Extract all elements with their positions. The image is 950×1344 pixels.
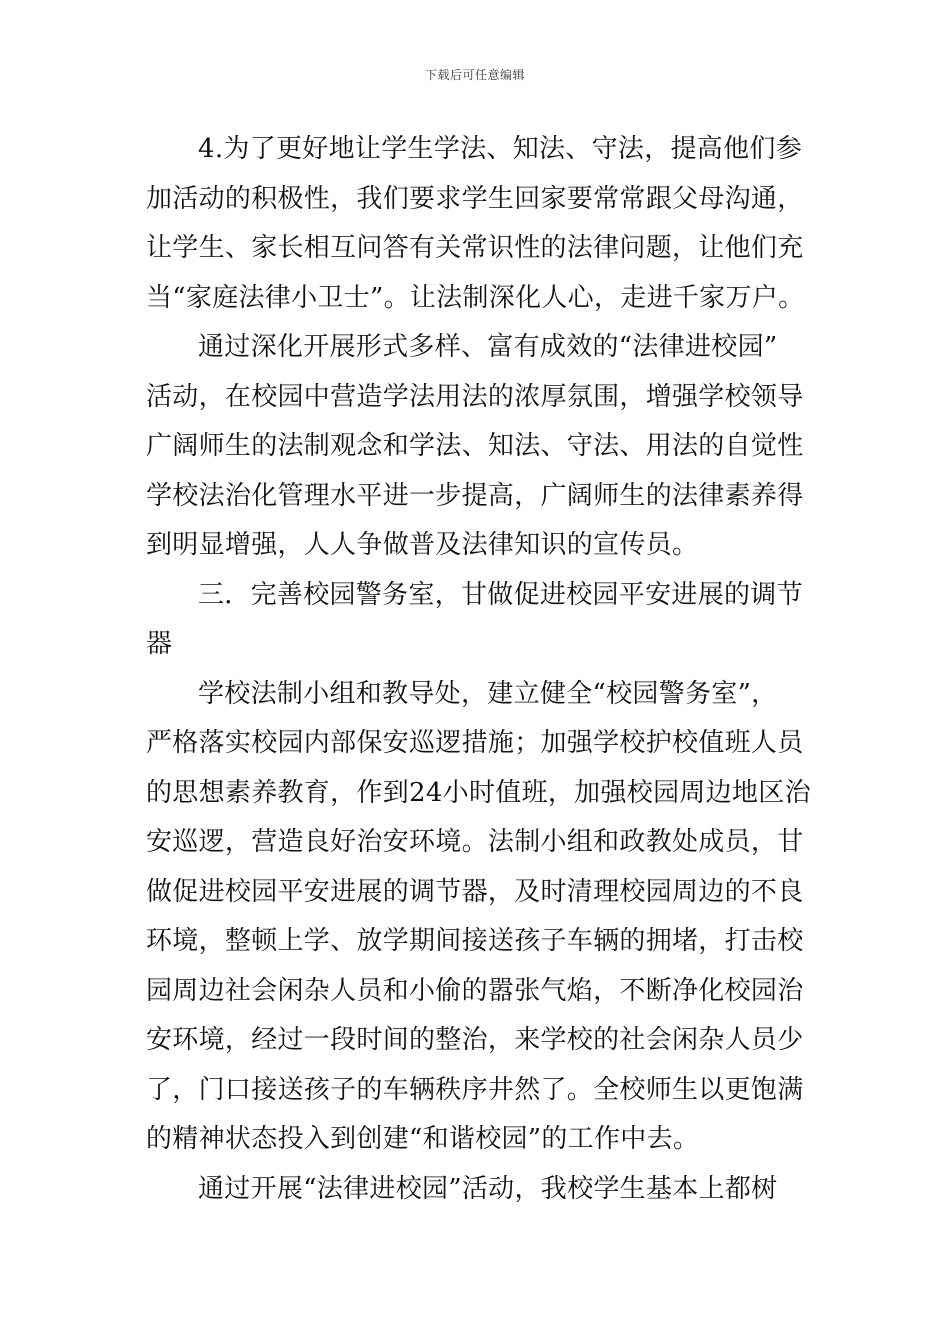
text-line: 学校法治化管理水平进一步提高，广阔师生的法律素养得 [146,480,804,511]
text-line: 当“家庭法律小卫士”。让法制深化人心，走进千家万户。 [146,282,805,313]
section-heading: 三．完善校园警务室，甘做促进校园平安进展的调节 [198,579,803,610]
text-line: 到明显增强，人人争做普及法律知识的宣传员。 [146,530,699,560]
page-header: 下载后可任意编辑 [424,68,525,82]
text-line: 的思想素养教育，作到24小时值班，加强校园周边地区治 [146,777,811,808]
text-line: 安巡逻，营造良好治安环境。法制小组和政教处成员，甘 [146,827,804,857]
text-line: 学校法制小组和教导处，建立健全“校园警务室”， [198,678,778,709]
document-body [146,125,810,1214]
text-line: 园周边社会闲杂人员和小偷的嚣张气焰，不断净化校园治 [146,975,804,1006]
text-line: 广阔师生的法制观念和学法、知法、守法、用法的自觉性 [146,431,804,461]
text-line: 环境，整顿上学、放学期间接送孩子车辆的拥堵，打击校 [146,926,804,956]
text-line: 让学生、家长相互问答有关常识性的法律问题，让他们充 [146,233,804,263]
text-line: 的精神状态投入到创建“和谐校园”的工作中去。 [146,1124,700,1154]
text-line: 安环境，经过一段时间的整治，来学校的社会闲杂人员少 [146,1025,804,1055]
text-line: 活动，在校园中营造学法用法的浓厚氛围，增强学校领导 [146,381,804,412]
text-line: 加活动的积极性，我们要求学生回家要常常跟父母沟通， [146,183,804,214]
text-line: 做促进校园平安进展的调节器，及时清理校园周边的不良 [146,876,804,907]
text-line: 严格落实校园内部保安巡逻措施；加强学校护校值班人员 [146,728,804,758]
text-line: 了，门口接送孩子的车辆秩序井然了。全校师生以更饱满 [146,1074,804,1105]
text-line: 4.为了更好地让学生学法、知法、守法，提高他们参 [198,134,803,164]
section-heading-continued: 器 [146,629,173,659]
text-line: 通过开展“法律进校园”活动，我校学生基本上都树 [198,1173,778,1204]
text-line: 通过深化开展形式多样、富有成效的“法律进校园” [198,332,778,362]
